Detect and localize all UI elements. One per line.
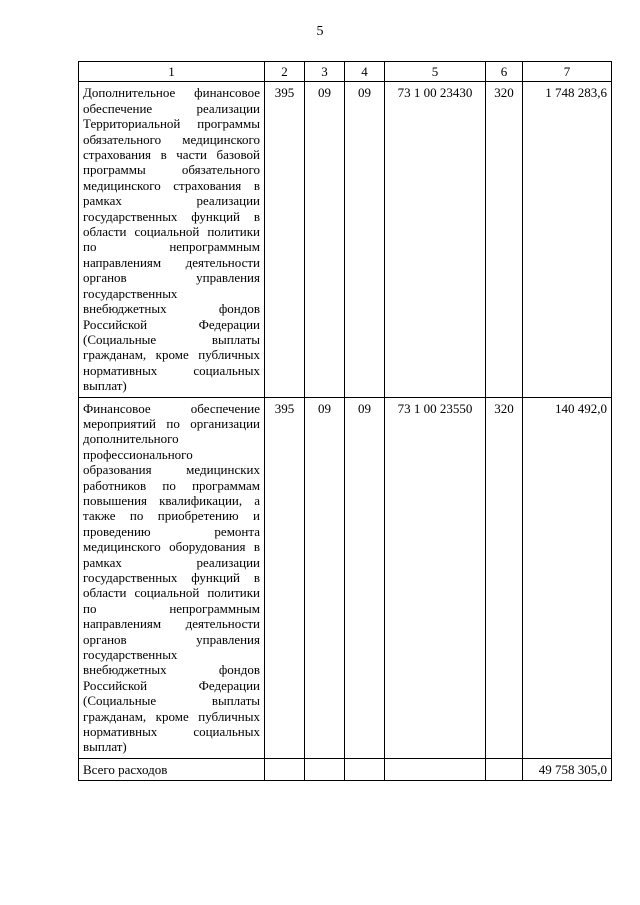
column-number-row xyxy=(79,62,612,82)
expense-type-code: 320 xyxy=(486,397,523,758)
column-header: 6 xyxy=(486,62,523,82)
page-number: 5 xyxy=(316,24,324,39)
total-row xyxy=(79,758,612,780)
table-row xyxy=(79,82,612,397)
ministry-code: 395 xyxy=(265,397,305,758)
subsection-code: 09 xyxy=(345,397,385,758)
ministry-code: 395 xyxy=(265,82,305,397)
expense-name: Дополнительное финансовое обеспечение реализации Территориальной программы обязательного медицинского страхования в части базовой программы обязательного медицинского страхования в рамках реализации государственных функций в области социальной политики по непрограммным направлениям деятельности органов управления государственных внебюджетных фондов Российской Федерации (Социальные выплаты гражданам, кроме публичных нормативных социальных выплат) xyxy=(79,82,265,397)
expense-name: Финансовое обеспечение мероприятий по организации дополнительного профессионального образования медицинских работников по программам повышения квалификации, а также по приобретению и проведению ремонта медицинского оборудования в рамках реализации государственных функций в области социальной политики по непрограммным направлениям деятельности органов управления государственных внебюджетных фондов Российской Федерации (Социальные выплаты гражданам, кроме публичных нормативных социальных выплат) xyxy=(79,397,265,758)
section-code: 09 xyxy=(305,82,345,397)
column-header: 3 xyxy=(305,62,345,82)
amount: 140 492,0 xyxy=(523,397,612,758)
section-code: 09 xyxy=(305,397,345,758)
empty-cell xyxy=(265,758,305,780)
table-row xyxy=(79,397,612,758)
column-header: 5 xyxy=(385,62,486,82)
expense-type-code: 320 xyxy=(486,82,523,397)
amount: 1 748 283,6 xyxy=(523,82,612,397)
subsection-code: 09 xyxy=(345,82,385,397)
empty-cell xyxy=(345,758,385,780)
column-header: 7 xyxy=(523,62,612,82)
target-item-code: 73 1 00 23430 xyxy=(385,82,486,397)
total-label: Всего расходов xyxy=(79,758,265,780)
target-item-code: 73 1 00 23550 xyxy=(385,397,486,758)
total-amount: 49 758 305,0 xyxy=(523,758,612,780)
expenditure-table xyxy=(78,61,612,781)
column-header: 2 xyxy=(265,62,305,82)
empty-cell xyxy=(486,758,523,780)
column-header: 4 xyxy=(345,62,385,82)
empty-cell xyxy=(385,758,486,780)
column-header: 1 xyxy=(79,62,265,82)
empty-cell xyxy=(305,758,345,780)
